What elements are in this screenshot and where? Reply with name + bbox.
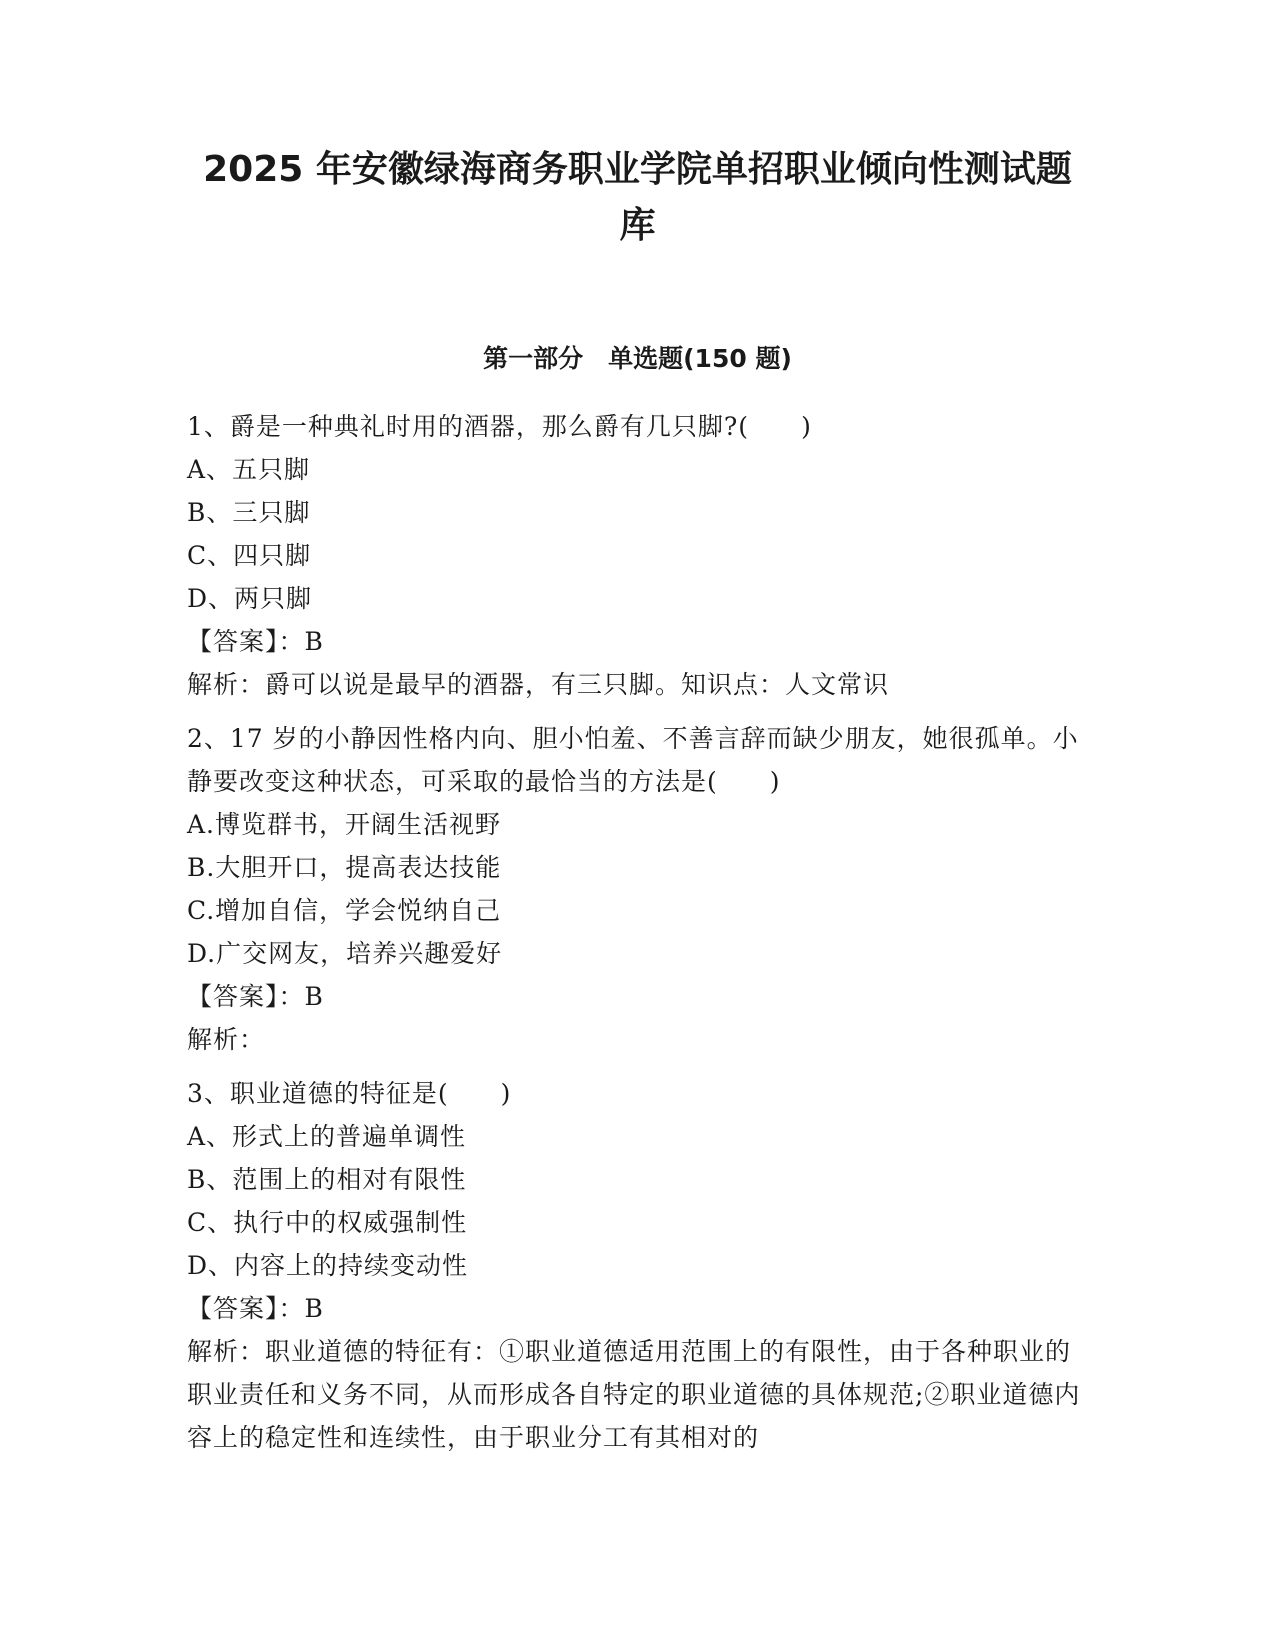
answer-option-c: C、执行中的权威强制性 xyxy=(187,1208,468,1237)
question-list xyxy=(187,405,1087,1459)
answer-option-b: B、三只脚 xyxy=(187,498,311,527)
correct-answer: 【答案】：B xyxy=(187,1294,324,1323)
answer-analysis: 解析：爵可以说是最早的酒器，有三只脚。知识点：人文常识 xyxy=(187,670,890,699)
document-title-line-1: 2025 年安徽绿海商务职业学院单招职业倾向性测试题 xyxy=(203,149,1072,190)
question-stem: 1、爵是一种典礼时用的酒器，那么爵有几只脚?( ) xyxy=(187,412,812,441)
correct-answer: 【答案】：B xyxy=(187,982,324,1011)
document-title-line-2: 库 xyxy=(619,205,656,246)
answer-option-d: D、内容上的持续变动性 xyxy=(187,1251,469,1280)
answer-analysis: 解析： xyxy=(187,1025,266,1054)
document-title xyxy=(160,142,1115,254)
answer-option-a: A、形式上的普遍单调性 xyxy=(187,1122,467,1151)
question-item-3 xyxy=(187,1072,1087,1459)
question-item-2 xyxy=(187,717,1087,1061)
answer-option-a: A.博览群书，开阔生活视野 xyxy=(187,810,502,839)
answer-option-b: B.大胆开口，提高表达技能 xyxy=(187,853,502,882)
question-stem: 2、17 岁的小静因性格内向、胆小怕羞、不善言辞而缺少朋友，她很孤单。小静要改变这种状态，可采取的最恰当的方法是( ) xyxy=(187,724,1079,796)
answer-option-d: D.广交网友，培养兴趣爱好 xyxy=(187,939,503,968)
answer-option-d: D、两只脚 xyxy=(187,584,313,613)
answer-option-b: B、范围上的相对有限性 xyxy=(187,1165,467,1194)
question-item-1 xyxy=(187,405,1087,706)
answer-option-a: A、五只脚 xyxy=(187,455,311,484)
answer-analysis: 解析：职业道德的特征有：①职业道德适用范围上的有限性，由于各种职业的职业责任和义务不同，从而形成各自特定的职业道德的具体规范;②职业道德内容上的稳定性和连续性，由于职业分工有其相对的 xyxy=(187,1337,1081,1452)
correct-answer: 【答案】：B xyxy=(187,627,324,656)
answer-option-c: C.增加自信，学会悦纳自己 xyxy=(187,896,502,925)
answer-option-c: C、四只脚 xyxy=(187,541,312,570)
section-heading: 第一部分 单选题(150 题) xyxy=(483,344,792,373)
question-stem: 3、职业道德的特征是( ) xyxy=(187,1079,512,1108)
